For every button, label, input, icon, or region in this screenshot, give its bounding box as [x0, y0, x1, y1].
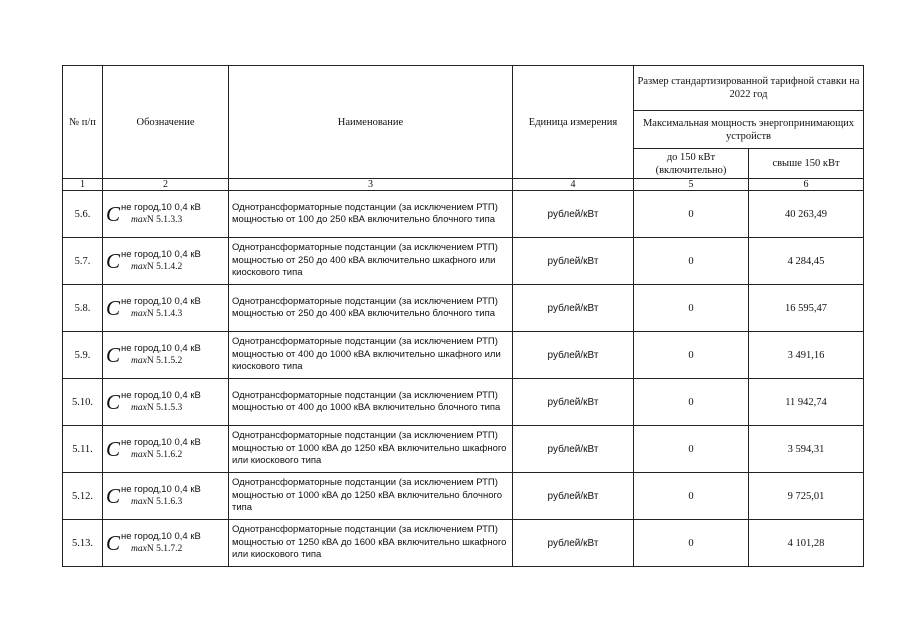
tariff-symbol	[106, 202, 201, 226]
column-number: 1	[63, 179, 103, 191]
column-number: 4	[513, 179, 634, 191]
tariff-symbol	[106, 343, 201, 367]
symbol-superscript: не город,10 0,4 кВ	[121, 249, 201, 260]
symbol-subscript: maxN 5.1.4.3	[131, 309, 183, 319]
designation-cell	[103, 191, 229, 238]
symbol-superscript: не город,10 0,4 кВ	[121, 343, 201, 354]
unit-cell: рублей/кВт	[513, 191, 634, 238]
table-row	[63, 520, 864, 567]
column-number: 6	[749, 179, 864, 191]
designation-cell	[103, 332, 229, 379]
row-number: 5.11.	[63, 426, 103, 473]
symbol-superscript: не город,10 0,4 кВ	[121, 484, 201, 495]
value-over-150: 4 101,28	[749, 520, 864, 567]
symbol-letter: C	[106, 484, 121, 508]
row-number: 5.13.	[63, 520, 103, 567]
item-name: Однотрансформаторные подстанции (за исключением РТП) мощностью от 1250 кВА до 1600 кВА включительно шкафного или киоскового типа	[229, 520, 513, 567]
symbol-letter: C	[106, 343, 121, 367]
symbol-letter: C	[106, 437, 121, 461]
tariff-symbol	[106, 437, 201, 461]
item-name: Однотрансформаторные подстанции (за исключением РТП) мощностью от 400 до 1000 кВА включительно шкафного или киоскового типа	[229, 332, 513, 379]
tariff-symbol	[106, 531, 201, 555]
designation-cell	[103, 520, 229, 567]
header-power: Максимальная мощность энергопринимающих устройств	[634, 111, 864, 149]
tariff-symbol	[106, 390, 201, 414]
table-row	[63, 285, 864, 332]
tariff-table	[62, 65, 864, 567]
value-up-to-150: 0	[634, 238, 749, 285]
row-number: 5.12.	[63, 473, 103, 520]
designation-cell	[103, 473, 229, 520]
symbol-superscript: не город,10 0,4 кВ	[121, 390, 201, 401]
unit-cell: рублей/кВт	[513, 473, 634, 520]
symbol-subscript: maxN 5.1.4.2	[131, 262, 183, 272]
value-over-150: 4 284,45	[749, 238, 864, 285]
symbol-subscript: maxN 5.1.7.2	[131, 544, 183, 554]
table-row	[63, 426, 864, 473]
row-number: 5.9.	[63, 332, 103, 379]
header-name: Наименование	[229, 66, 513, 179]
unit-cell: рублей/кВт	[513, 379, 634, 426]
row-number: 5.6.	[63, 191, 103, 238]
item-name: Однотрансформаторные подстанции (за исключением РТП) мощностью от 1000 кВА до 1250 кВА включительно блочного типа	[229, 473, 513, 520]
tariff-symbol	[106, 484, 201, 508]
table-row	[63, 473, 864, 520]
item-name: Однотрансформаторные подстанции (за исключением РТП) мощностью от 1000 кВА до 1250 кВА включительно шкафного или киоскового типа	[229, 426, 513, 473]
item-name: Однотрансформаторные подстанции (за исключением РТП) мощностью от 250 до 400 кВА включительно шкафного или киоскового типа	[229, 238, 513, 285]
header-rate: Размер стандартизированной тарифной ставки на 2022 год	[634, 66, 864, 111]
symbol-letter: C	[106, 531, 121, 555]
designation-cell	[103, 285, 229, 332]
header-up-to-150: до 150 кВт (включительно)	[634, 149, 749, 179]
item-name: Однотрансформаторные подстанции (за исключением РТП) мощностью от 400 до 1000 кВА включительно блочного типа	[229, 379, 513, 426]
symbol-letter: C	[106, 202, 121, 226]
value-up-to-150: 0	[634, 285, 749, 332]
header-number: № п/п	[63, 66, 103, 179]
designation-cell	[103, 379, 229, 426]
unit-cell: рублей/кВт	[513, 238, 634, 285]
header-over-150: свыше 150 кВт	[749, 149, 864, 179]
symbol-subscript: maxN 5.1.5.3	[131, 403, 183, 413]
table-row	[63, 379, 864, 426]
value-over-150: 9 725,01	[749, 473, 864, 520]
symbol-subscript: maxN 5.1.3.3	[131, 215, 183, 225]
symbol-superscript: не город,10 0,4 кВ	[121, 437, 201, 448]
table-row	[63, 332, 864, 379]
value-up-to-150: 0	[634, 379, 749, 426]
symbol-subscript: maxN 5.1.6.3	[131, 497, 183, 507]
header-unit: Единица измерения	[513, 66, 634, 179]
item-name: Однотрансформаторные подстанции (за исключением РТП) мощностью от 250 до 400 кВА включительно блочного типа	[229, 285, 513, 332]
designation-cell	[103, 426, 229, 473]
table-row	[63, 238, 864, 285]
unit-cell: рублей/кВт	[513, 426, 634, 473]
value-over-150: 16 595,47	[749, 285, 864, 332]
symbol-letter: C	[106, 249, 121, 273]
row-number: 5.10.	[63, 379, 103, 426]
column-number: 2	[103, 179, 229, 191]
value-up-to-150: 0	[634, 520, 749, 567]
symbol-superscript: не город,10 0,4 кВ	[121, 296, 201, 307]
value-up-to-150: 0	[634, 191, 749, 238]
symbol-superscript: не город,10 0,4 кВ	[121, 531, 201, 542]
symbol-letter: C	[106, 296, 121, 320]
item-name: Однотрансформаторные подстанции (за исключением РТП) мощностью от 100 до 250 кВА включительно блочного типа	[229, 191, 513, 238]
column-number: 5	[634, 179, 749, 191]
row-number: 5.8.	[63, 285, 103, 332]
tariff-symbol	[106, 249, 201, 273]
value-up-to-150: 0	[634, 332, 749, 379]
value-over-150: 3 594,31	[749, 426, 864, 473]
table-row	[63, 191, 864, 238]
row-number: 5.7.	[63, 238, 103, 285]
designation-cell	[103, 238, 229, 285]
unit-cell: рублей/кВт	[513, 520, 634, 567]
value-over-150: 11 942,74	[749, 379, 864, 426]
value-over-150: 3 491,16	[749, 332, 864, 379]
symbol-subscript: maxN 5.1.5.2	[131, 356, 183, 366]
symbol-subscript: maxN 5.1.6.2	[131, 450, 183, 460]
value-up-to-150: 0	[634, 473, 749, 520]
unit-cell: рублей/кВт	[513, 332, 634, 379]
symbol-letter: C	[106, 390, 121, 414]
value-up-to-150: 0	[634, 426, 749, 473]
tariff-symbol	[106, 296, 201, 320]
header-designation: Обозначение	[103, 66, 229, 179]
value-over-150: 40 263,49	[749, 191, 864, 238]
unit-cell: рублей/кВт	[513, 285, 634, 332]
column-number: 3	[229, 179, 513, 191]
symbol-superscript: не город,10 0,4 кВ	[121, 202, 201, 213]
